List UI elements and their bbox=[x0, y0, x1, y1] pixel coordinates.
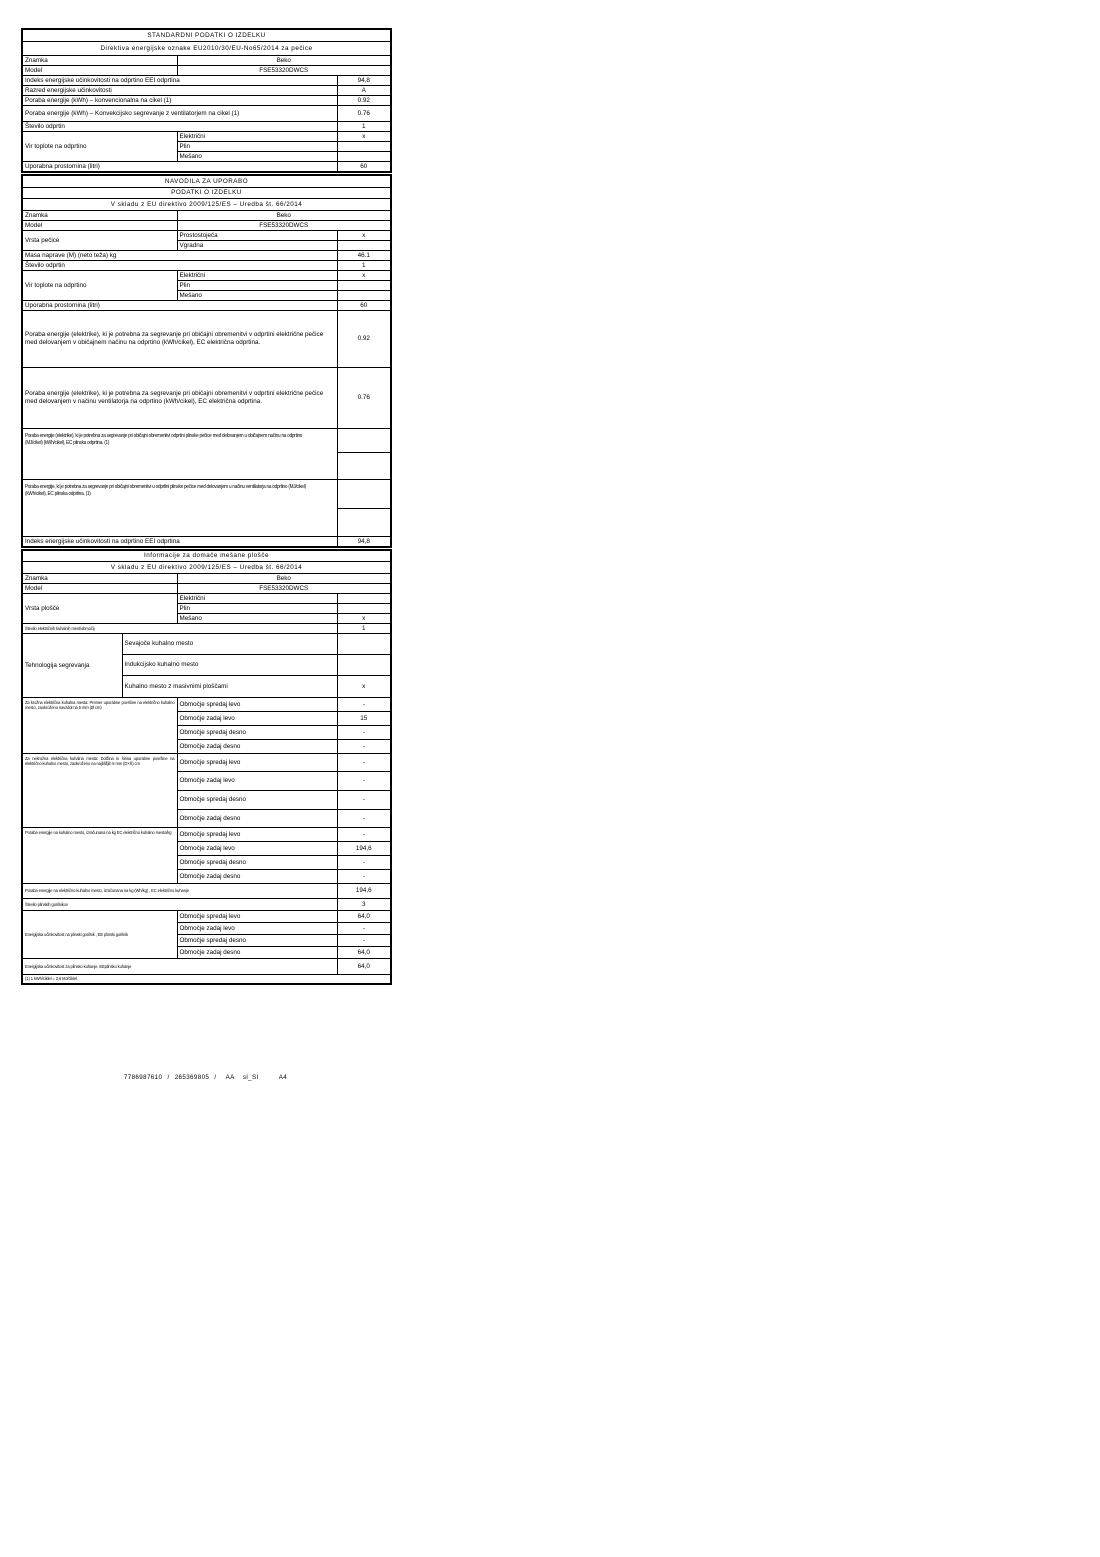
zone-value: - bbox=[337, 923, 391, 935]
hob-type-value bbox=[337, 604, 391, 614]
zone-label: Območje zadaj levo bbox=[177, 923, 337, 935]
zone-value: - bbox=[337, 935, 391, 947]
technology-value bbox=[337, 655, 391, 676]
technology-value: x bbox=[337, 676, 391, 698]
zone-group-label: Poraba energije na kuhalno mesto, izračunana na kg EC električno kuhalno mesto/kg bbox=[25, 830, 172, 835]
energy-paragraph: Poraba energije (elektrike), ki je potrebna za segrevanje pri običajni obremenitvi odprtini plinske pečice med delovanjem u običajnem načinu na odprtino (MJ/cikel) (kWh/cikel), EC plinska odprtina. (1) bbox=[25, 433, 303, 447]
zone-value: - bbox=[337, 698, 391, 712]
zone-label: Območje zadaj desno bbox=[177, 870, 337, 884]
zone-label: Območje spredaj levo bbox=[177, 828, 337, 842]
zone-group-label: Za nekrožna električna kuhalna mesta: Dolžina in širina uporabne površine na električno kuhalno mesto, zaokroženo na najbližjih 5 mm (D×Š) cm bbox=[25, 756, 175, 767]
table-row bbox=[22, 271, 391, 281]
table-row bbox=[22, 624, 391, 634]
zone-label: Območje zadaj desno bbox=[177, 740, 337, 754]
energy-paragraph: Poraba energije (elektrike), ki je potrebna za segrevanje pri običajni obremenitvi v odprtini električne pečice med delovanjem v običajnem načinu na odprtino (kWh/cikel), EC električna odprtina. bbox=[22, 311, 337, 368]
zone-label: Območje zadaj levo bbox=[177, 772, 337, 791]
table-row bbox=[22, 884, 391, 899]
row-label: Energijska učinkovitost za plinsko kuhanje, EEplinsko kuhanje bbox=[25, 963, 132, 969]
heat-source-value bbox=[337, 142, 391, 152]
document-footer bbox=[21, 1074, 390, 1081]
row-label: Znamka bbox=[22, 574, 177, 584]
instructions-subtitle: PODATKI O IZDELKU bbox=[22, 188, 391, 199]
energy-paragraph-value-continued bbox=[337, 453, 391, 480]
zone-label: Območje zadaj desno bbox=[177, 810, 337, 828]
table-row bbox=[22, 828, 391, 842]
row-value: 94,8 bbox=[337, 76, 391, 86]
heat-source-option: Mešano bbox=[177, 291, 337, 301]
oven-type-value bbox=[337, 241, 391, 251]
heat-source-value bbox=[337, 281, 391, 291]
technology-value bbox=[337, 634, 391, 655]
row-value: Beko bbox=[177, 574, 391, 584]
table-row bbox=[22, 96, 391, 106]
table-row bbox=[22, 199, 391, 211]
table-row bbox=[22, 698, 391, 712]
table-row bbox=[22, 251, 391, 261]
energy-paragraph-value: 0.92 bbox=[337, 311, 391, 368]
row-value: 94,8 bbox=[337, 537, 391, 548]
row-value: 1 bbox=[337, 624, 391, 634]
row-value: Beko bbox=[177, 211, 391, 221]
table-row bbox=[22, 975, 391, 985]
standard-section-subtitle: Direktiva energijske oznake EU2010/30/EU-No65/2014 za pečice bbox=[22, 42, 391, 56]
hob-type-option: Mešano bbox=[177, 614, 337, 624]
table-row bbox=[22, 584, 391, 594]
heat-source-value bbox=[337, 152, 391, 162]
row-label: Število odprtin bbox=[22, 122, 337, 132]
row-label: Uporabna prostornina (litri) bbox=[22, 301, 337, 311]
row-value: FSE53320DWCS bbox=[177, 66, 391, 76]
footer-language: sl_SI bbox=[242, 1074, 259, 1081]
heat-source-option: Mešano bbox=[177, 152, 337, 162]
heat-source-value: x bbox=[337, 271, 391, 281]
row-value: 60 bbox=[337, 301, 391, 311]
zone-label: Območje spredaj desno bbox=[177, 935, 337, 947]
zone-value: - bbox=[337, 856, 391, 870]
table-row bbox=[22, 29, 391, 42]
zone-label: Območje spredaj desno bbox=[177, 856, 337, 870]
row-value: 0.92 bbox=[337, 96, 391, 106]
oven-type-option: Prostostoječa bbox=[177, 231, 337, 241]
table-row bbox=[22, 634, 391, 655]
row-label: Število električnih kuhalnih mest/območij bbox=[25, 625, 95, 631]
zone-value: - bbox=[337, 870, 391, 884]
table-row bbox=[22, 594, 391, 604]
hob-regulation: V skladu z EU direktivo 2009/125/ES – Uredba št. 66/2014 bbox=[22, 562, 391, 574]
hob-information-table bbox=[21, 549, 392, 985]
row-value: 0.76 bbox=[337, 106, 391, 122]
table-row bbox=[22, 550, 391, 562]
oven-type-value: x bbox=[337, 231, 391, 241]
table-row bbox=[22, 221, 391, 231]
table-row bbox=[22, 162, 391, 173]
table-row bbox=[22, 175, 391, 188]
heat-source-option: Plin bbox=[177, 142, 337, 152]
row-label: Poraba energije (kWh) – Konvekcijsko segrevanje z ventilatorjem na cikel (1) bbox=[22, 106, 337, 122]
zone-group-label: Za krožna električna kuhalna mesta: Premer uporabne površine na električno kuhalno mesto, zaokroženo navzdol na 5 mm (Ø cm) bbox=[25, 700, 175, 711]
footer-paper-format: A4 bbox=[278, 1074, 288, 1081]
table-row bbox=[22, 911, 391, 923]
table-row bbox=[22, 429, 391, 453]
table-row bbox=[22, 480, 391, 509]
row-label: Model bbox=[22, 584, 177, 594]
table-row bbox=[22, 754, 391, 772]
zone-label: Območje spredaj levo bbox=[177, 754, 337, 772]
instructions-product-data-table bbox=[21, 174, 392, 548]
row-value: 1 bbox=[337, 122, 391, 132]
zone-label: Območje spredaj desno bbox=[177, 791, 337, 810]
heat-source-option: Električni bbox=[177, 271, 337, 281]
row-label: Znamka bbox=[22, 56, 177, 66]
oven-type-option: Vgradna bbox=[177, 241, 337, 251]
footer-separator-1: / bbox=[167, 1074, 170, 1081]
hob-type-option: Plin bbox=[177, 604, 337, 614]
instructions-regulation: V skladu z EU direktivo 2009/125/ES – Uredba št. 66/2014 bbox=[22, 199, 391, 211]
table-row bbox=[22, 311, 391, 368]
row-label: Masa naprave (M) (neto teža) kg bbox=[22, 251, 337, 261]
zone-label: Območje zadaj desno bbox=[177, 947, 337, 959]
table-row bbox=[22, 231, 391, 241]
zone-value: 64,0 bbox=[337, 947, 391, 959]
table-row bbox=[22, 301, 391, 311]
row-value: Beko bbox=[177, 56, 391, 66]
row-label: Število odprtin bbox=[22, 261, 337, 271]
oven-type-label: Vrsta pečice bbox=[22, 231, 177, 251]
hob-type-value: x bbox=[337, 614, 391, 624]
zone-value: - bbox=[337, 791, 391, 810]
zone-value: - bbox=[337, 772, 391, 791]
row-label: Model bbox=[22, 66, 177, 76]
heat-source-value: x bbox=[337, 132, 391, 142]
hob-type-value bbox=[337, 594, 391, 604]
technology-option: Indukcijsko kuhalno mesto bbox=[122, 655, 337, 676]
row-value: 1 bbox=[337, 261, 391, 271]
heat-source-value bbox=[337, 291, 391, 301]
row-value: 194,6 bbox=[337, 884, 391, 899]
zone-value: - bbox=[337, 828, 391, 842]
product-fiche-sheet bbox=[21, 28, 390, 985]
table-row bbox=[22, 76, 391, 86]
standard-product-data-table bbox=[21, 28, 392, 173]
row-label: Število plinskih gorilnikov bbox=[25, 901, 68, 907]
energy-paragraph-value bbox=[337, 429, 391, 453]
technology-option: Kuhalno mesto z masivnimi ploščami bbox=[122, 676, 337, 698]
row-value: FSE53320DWCS bbox=[177, 221, 391, 231]
table-row bbox=[22, 106, 391, 122]
row-value: 3 bbox=[337, 899, 391, 911]
hob-section-title: Informacije za domače mešane plošče bbox=[22, 550, 391, 562]
table-row bbox=[22, 132, 391, 142]
row-label: Poraba energije (kWh) – konvencionalna na cikel (1) bbox=[22, 96, 337, 106]
zone-value: - bbox=[337, 810, 391, 828]
zone-value: - bbox=[337, 726, 391, 740]
table-row bbox=[22, 122, 391, 132]
zone-value: 194,6 bbox=[337, 842, 391, 856]
zone-value: - bbox=[337, 754, 391, 772]
instructions-title: NAVODILA ZA UPORABO bbox=[22, 175, 391, 188]
footer-code-2: 265369805 bbox=[174, 1074, 210, 1081]
zone-label: Območje spredaj levo bbox=[177, 911, 337, 923]
row-label: Poraba energije na električno kuhalno mesto, izračunana na kg (Wh/kg) , EC električno kuhanje bbox=[25, 888, 189, 894]
row-label: Znamka bbox=[22, 211, 177, 221]
zone-label: Območje zadaj levo bbox=[177, 712, 337, 726]
footer-separator-2: / bbox=[214, 1074, 217, 1081]
row-value: FSE53320DWCS bbox=[177, 584, 391, 594]
row-label: Model bbox=[22, 221, 177, 231]
table-row bbox=[22, 562, 391, 574]
energy-paragraph: Poraba energije (elektrike), ki je potrebna za segrevanje pri običajni obremenitvi v odprtini električne pečice med delovanjem v načinu ventilatorja na odprtino (kWh/cikel), EC električna odprtina. bbox=[22, 368, 337, 429]
heat-source-label: Vir toplote na odprtino bbox=[22, 132, 177, 162]
table-row bbox=[22, 66, 391, 76]
table-row bbox=[22, 574, 391, 584]
zone-value: 64,0 bbox=[337, 911, 391, 923]
table-row bbox=[22, 899, 391, 911]
zone-label: Območje zadaj levo bbox=[177, 842, 337, 856]
table-row bbox=[22, 86, 391, 96]
heat-source-label: Vir toplote na odprtino bbox=[22, 271, 177, 301]
table-row bbox=[22, 368, 391, 429]
table-row bbox=[22, 261, 391, 271]
table-row bbox=[22, 188, 391, 199]
row-value: 60 bbox=[337, 162, 391, 173]
footer-code-1: 7786987610 bbox=[123, 1074, 163, 1081]
footer-revision: AA bbox=[225, 1074, 235, 1081]
row-label: Razred energijske učinkovitosti bbox=[22, 86, 337, 96]
table-row bbox=[22, 56, 391, 66]
row-label: Indeks energijske učinkovitosti na odprtino EEI odprtina bbox=[22, 76, 337, 86]
row-label: Uporabna prostornina (litri) bbox=[22, 162, 337, 173]
table-row bbox=[22, 537, 391, 548]
zone-value: 15 bbox=[337, 712, 391, 726]
row-value: 64,0 bbox=[337, 959, 391, 975]
row-label: Indeks energijske učinkovitosti na odprtino EEI odprtina bbox=[22, 537, 337, 548]
row-value: 46.1 bbox=[337, 251, 391, 261]
gas-group-label: Energijska učinkovitost na plinski gorilnik , EE plinski gorilnik bbox=[25, 931, 128, 937]
heating-technology-label: Tehnologija segrevanja bbox=[22, 634, 122, 698]
zone-label: Območje spredaj desno bbox=[177, 726, 337, 740]
table-row bbox=[22, 959, 391, 975]
row-value: A bbox=[337, 86, 391, 96]
zone-label: Območje spredaj levo bbox=[177, 698, 337, 712]
hob-type-option: Električni bbox=[177, 594, 337, 604]
energy-paragraph-value bbox=[337, 480, 391, 509]
table-row bbox=[22, 42, 391, 56]
energy-paragraph-value: 0.76 bbox=[337, 368, 391, 429]
energy-paragraph: Poraba energije, ki je potrebna za segrevanje pri običajni obremenitvi u odprtini plinske pečice med delovanjem u načinu ventilatorja na odprtino (MJ/cikel) (kWh/cikel), EC plinska odprtina. (1) bbox=[25, 484, 306, 498]
energy-paragraph-value-continued bbox=[337, 508, 391, 537]
footnote: (1) 1 kWh/ciklel = 3,6 MJ/ciklel. bbox=[25, 976, 79, 982]
standard-section-title: STANDARDNI PODATKI O IZDELKU bbox=[22, 29, 391, 42]
heat-source-option: Električni bbox=[177, 132, 337, 142]
hob-type-label: Vrsta plošče bbox=[22, 594, 177, 624]
zone-value: - bbox=[337, 740, 391, 754]
heat-source-option: Plin bbox=[177, 281, 337, 291]
table-row bbox=[22, 211, 391, 221]
technology-option: Sevajoče kuhalno mesto bbox=[122, 634, 337, 655]
